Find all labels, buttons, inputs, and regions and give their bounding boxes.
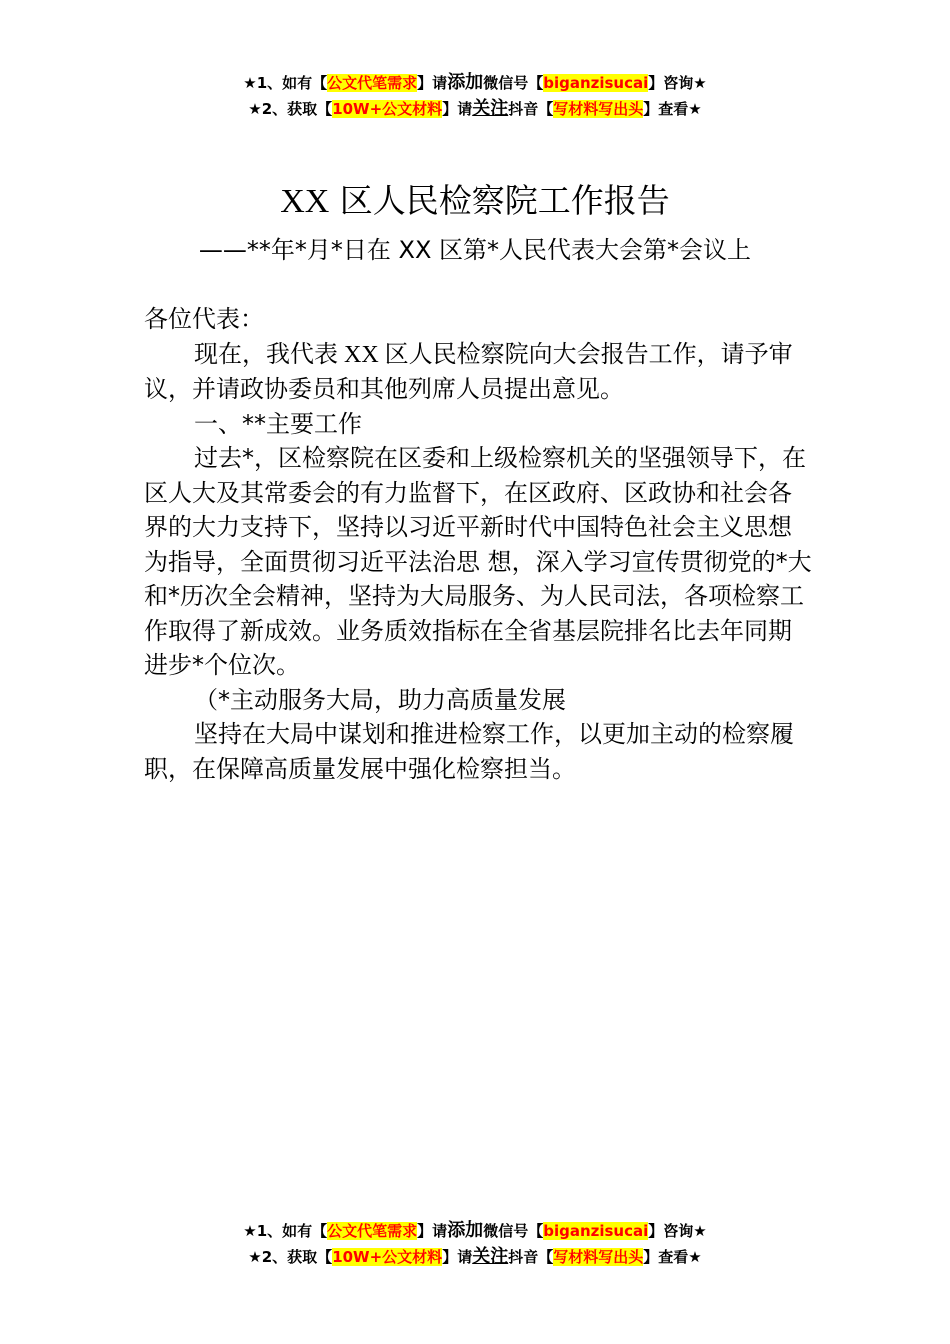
promo-text: 微信号【: [483, 74, 544, 92]
promo-line-1: [0, 1218, 950, 1244]
promo-emphasis: 关注: [472, 1246, 509, 1267]
title-latin: XX: [280, 183, 330, 220]
section-heading-1: 一、**主要工作: [194, 409, 362, 438]
promo-highlight: 10W+公文材料: [332, 1248, 443, 1266]
promo-emphasis: 添加: [447, 1220, 484, 1241]
promo-line-2: [0, 96, 950, 122]
paragraph-latin: XX: [338, 341, 385, 368]
promo-text: 】咨询★: [648, 74, 707, 92]
promo-text: ★1、如有【: [243, 74, 328, 92]
paragraph-review: 过去*，区检察院在区委和上级检察机关的坚强领导下，在区人大及其常委会的有力监督下，在区政府、区政协和社会各界的大力支持下，坚持以习近平新时代中国特色社会主义思想为指导，全面贯彻习近平法治思 想，深入学习宣传贯彻党的*大和*历次全会精神，坚持为大局服务、为人民司法，各项检察工作取得了新成效。业务质效指标在全省基层院排名比去年同期进步*个位次。: [144, 444, 812, 679]
promo-banner-top: [0, 70, 950, 122]
promo-highlight: 公文代笔需求: [327, 1222, 418, 1240]
section-heading-2: （*主动服务大局，助力高质量发展: [194, 685, 566, 714]
promo-text: 】查看★: [643, 1248, 702, 1266]
salutation: 各位代表：: [144, 305, 264, 333]
document-body: [144, 302, 814, 786]
promo-banner-bottom: [0, 1218, 950, 1270]
promo-line-1: [0, 70, 950, 96]
promo-text: 】请: [442, 1248, 473, 1266]
promo-douyin-id: 写材料写出头: [553, 1248, 644, 1266]
promo-line-2: [0, 1244, 950, 1270]
promo-text: 】请: [417, 74, 448, 92]
promo-text: 】咨询★: [648, 1222, 707, 1240]
paragraph-intro: [144, 337, 814, 407]
title-text: 区人民检察院工作报告: [339, 181, 670, 220]
promo-wechat-id: biganzisucai: [543, 1222, 649, 1240]
promo-emphasis: 添加: [447, 72, 484, 93]
promo-text: 】查看★: [643, 100, 702, 118]
promo-text: ★1、如有【: [243, 1222, 328, 1240]
promo-highlight: 10W+公文材料: [332, 100, 443, 118]
promo-text: 】请: [442, 100, 473, 118]
promo-text: 】请: [417, 1222, 448, 1240]
document-subtitle: ——**年*月*日在 XX 区第*人民代表大会第*会议上: [198, 236, 752, 264]
promo-highlight: 公文代笔需求: [327, 74, 418, 92]
paragraph-text: 现在，我代表: [194, 339, 338, 368]
paragraph-text: 区人民检察院向大会报告工作，请予审议，并请政协委员和其他列席人员提出意见。: [144, 339, 793, 403]
paragraph-service: 坚持在大局中谋划和推进检察工作，以更加主动的检察履职，在保障高质量发展中强化检察担当。: [144, 720, 794, 783]
promo-text: 抖音【: [508, 100, 554, 118]
document-title: [0, 176, 950, 227]
promo-douyin-id: 写材料写出头: [553, 100, 644, 118]
promo-text: 微信号【: [483, 1222, 544, 1240]
promo-wechat-id: biganzisucai: [543, 74, 649, 92]
promo-emphasis: 关注: [472, 98, 509, 119]
promo-text: ★2、获取【: [248, 1248, 333, 1266]
promo-text: ★2、获取【: [248, 100, 333, 118]
promo-text: 抖音【: [508, 1248, 554, 1266]
